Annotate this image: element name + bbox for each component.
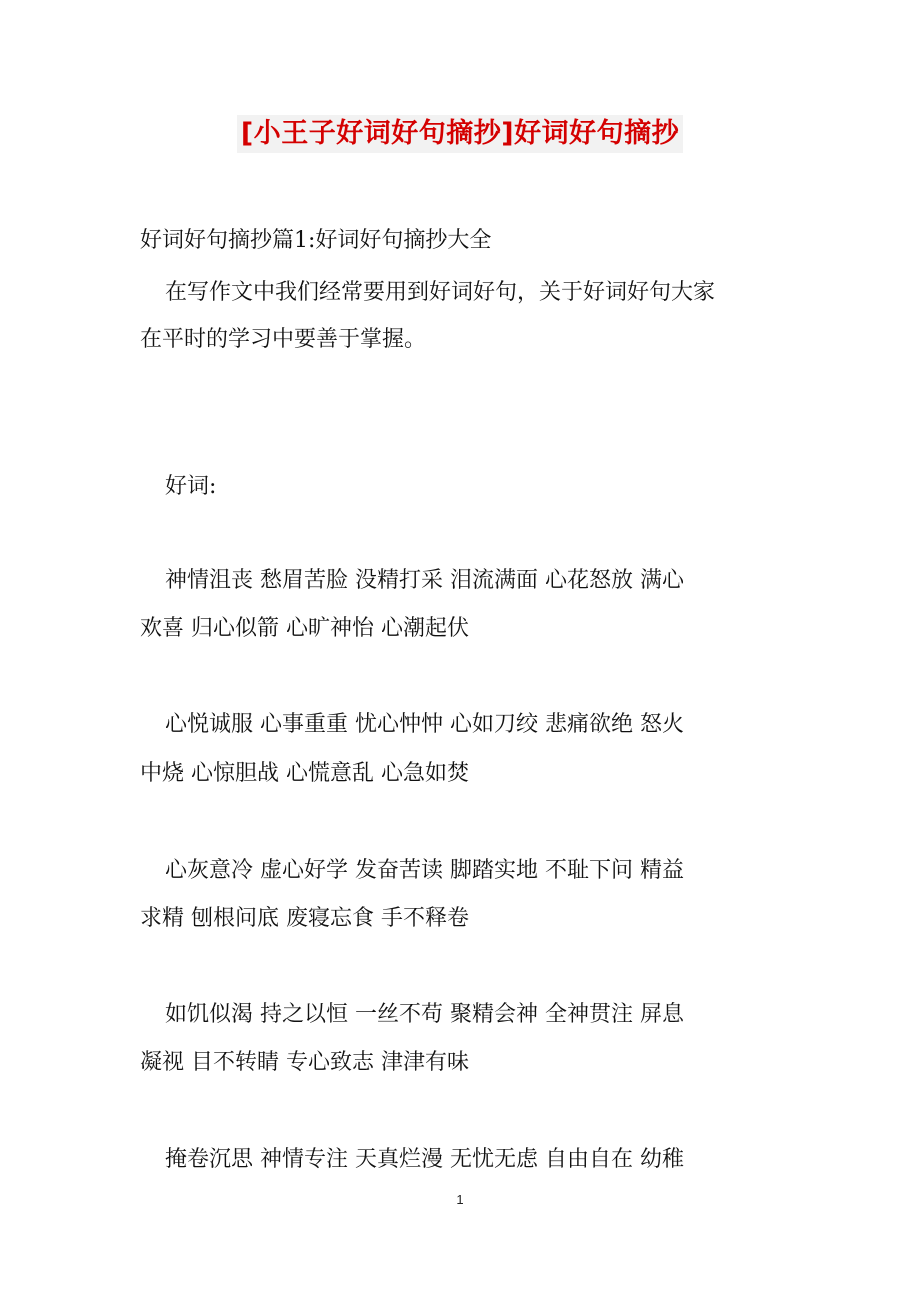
document-title: [小王子好词好句摘抄]好词好句摘抄 (237, 115, 683, 153)
title-container (0, 115, 920, 153)
section-heading: 好词好句摘抄篇1:好词好句摘抄大全 (140, 228, 492, 253)
word-group-2-line-2: 中烧 心惊胆战 心慌意乱 心急如焚 (140, 761, 469, 786)
word-group-4-line-1: 如饥似渴 持之以恒 一丝不苟 聚精会神 全神贯注 屏息 (165, 1002, 684, 1027)
word-group-3-line-1: 心灰意冷 虚心好学 发奋苦读 脚踏实地 不耻下问 精益 (165, 858, 684, 883)
word-group-4-line-2: 凝视 目不转睛 专心致志 津津有味 (140, 1050, 469, 1075)
good-words-label: 好词: (165, 474, 217, 499)
word-group-1-line-1: 神情沮丧 愁眉苦脸 没精打采 泪流满面 心花怒放 满心 (165, 568, 684, 593)
word-group-5-line-1: 掩卷沉思 神情专注 天真烂漫 无忧无虑 自由自在 幼稚 (165, 1147, 684, 1172)
word-group-1-line-2: 欢喜 归心似箭 心旷神怡 心潮起伏 (140, 616, 469, 641)
intro-line-2: 在平时的学习中要善于掌握。 (140, 327, 427, 352)
page-number: 1 (456, 1192, 464, 1207)
word-group-3-line-2: 求精 刨根问底 废寝忘食 手不释卷 (140, 906, 469, 931)
intro-line-1: 在写作文中我们经常要用到好词好句，关于好词好句大家 (165, 280, 716, 305)
word-group-2-line-1: 心悦诚服 心事重重 忧心忡忡 心如刀绞 悲痛欲绝 怒火 (165, 712, 684, 737)
